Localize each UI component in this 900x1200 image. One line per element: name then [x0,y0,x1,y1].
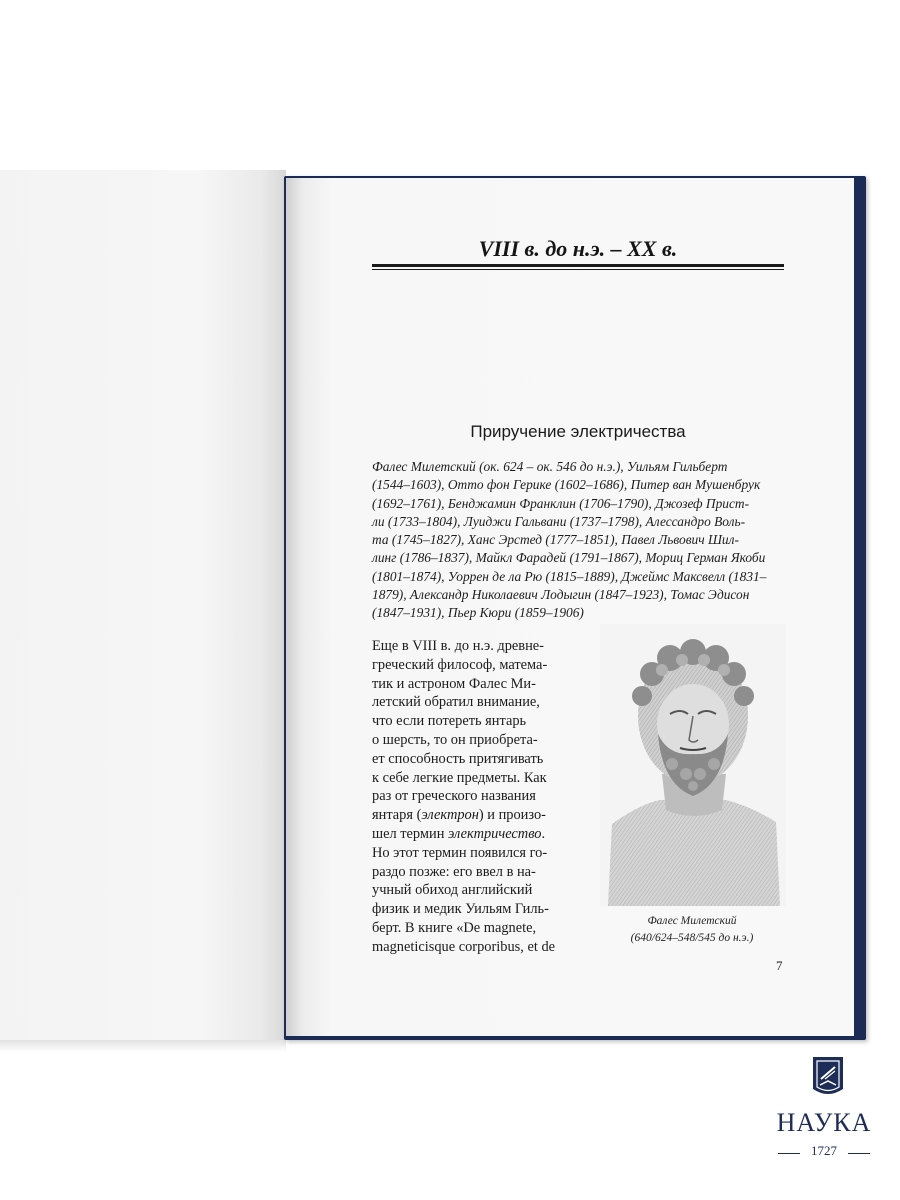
names-line: 1879), Александр Николаевич Лодыгин (1847–1923), Томас Эдисон [372,587,750,603]
names-line: (1544–1603), Отто фон Герике (1602–1686), Питер ван Мушенбрук [372,477,761,493]
header-rule-thin [372,269,784,270]
body-text-span: шел термин [372,825,449,842]
body-line: раздо позже: его ввел в на- [372,863,536,880]
portrait-caption [596,913,788,947]
body-line: физик и медик Уильям Гиль- [372,901,549,918]
body-line: летский обратил внимание, [372,694,540,711]
body-line: тик и астроном Фалес Ми- [372,675,536,692]
body-text [372,637,590,957]
chapter-header: VIII в. до н.э. – XX в. [478,236,678,261]
names-line: (1692–1761), Бенджамин Франклин (1706–1790), Джозеф Прист- [372,495,750,511]
body-line: учный обиход английский [372,882,533,899]
left-page [0,170,286,1044]
page-number: 7 [776,958,783,973]
names-line: (1801–1874), Уоррен де ла Рю (1815–1889), Джеймс Максвелл (1831– [372,568,767,584]
scientists-list [372,458,786,623]
names-line: Фалес Милетский (ок. 624 – ок. 546 до н.э.), Уильям Гильберт [372,459,728,474]
header-rule [372,264,784,267]
caption-dates: (640/624–548/545 до н.э.) [630,932,754,944]
publisher-name: НАУКА [776,1108,872,1137]
names-line: (1847–1931), Пьер Кюри (1859–1906) [372,605,584,621]
term-electricity: электричество [448,825,542,842]
body-line: magneticisque corporibus, et de [372,938,556,955]
body-line [372,825,590,844]
caption-name: Фалес Милетский [647,915,737,927]
logo-divider-left [778,1153,800,1154]
bust-illustration [600,624,786,906]
names-line: та (1745–1827), Ханс Эрстед (1777–1851), Павел Львович Шил- [372,532,739,548]
body-text-span: ) и произо- [478,807,546,824]
body-line: о шерсть, то он приобрета- [372,731,538,748]
names-line: ли (1733–1804), Луиджи Гальвани (1737–1798), Алессандро Воль- [372,513,746,529]
body-line: греческий философ, матема- [372,656,548,673]
names-line: линг (1786–1837), Майкл Фарадей (1791–1867), Мориц Герман Якоби [372,550,766,566]
body-text-span: янтаря ( [372,807,422,824]
logo-divider-right [848,1153,870,1154]
body-text-span: . [541,825,546,842]
body-line: ет способность притягивать [372,750,544,767]
body-line: Но этот термин появился го- [372,844,548,861]
body-line: берт. В книге «De magnete, [372,919,537,936]
body-line: что если потереть янтарь [372,713,527,730]
body-line: раз от греческого названия [372,788,536,805]
section-title: Приручение электричества [470,422,686,441]
publisher-year: 1727 [811,1143,837,1158]
body-line: к себе легкие предметы. Как [372,769,547,786]
body-line: Еще в VIII в. до н.э. древне- [372,638,544,654]
publisher-logo-icon [811,1055,845,1099]
body-line [372,806,590,825]
term-electron: электрон [421,807,479,824]
thales-portrait [600,624,786,906]
left-page-edge [0,1040,286,1052]
